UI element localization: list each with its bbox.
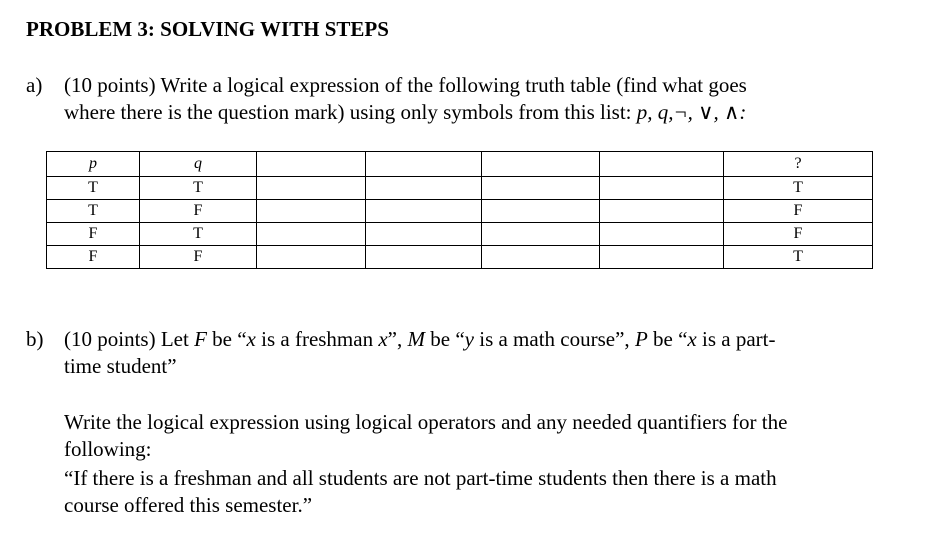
text-run: is a math course”, [473,327,635,351]
table-row [47,200,873,223]
table-cell [600,200,724,223]
part-b-line-1 [64,326,775,353]
table-cell: T [140,177,257,200]
table-cell: F [140,200,257,223]
table-cell: F [724,223,873,246]
header-cell-empty [366,152,482,177]
table-cell: F [47,246,140,269]
part-b-line-6: course offered this semester.” [64,493,313,517]
table-cell [600,246,724,269]
table-cell: T [47,200,140,223]
text-run: is a freshman [255,327,379,351]
header-cell-question: ? [724,152,873,177]
text-run: is a part- [696,327,776,351]
table-row [47,177,873,200]
table-row [47,246,873,269]
table-cell [366,177,482,200]
text-run: (10 points) Let [64,327,195,351]
text-run: be “ [425,327,465,351]
table-cell [600,177,724,200]
text-run: be “ [647,327,688,351]
table-cell [257,246,366,269]
table-cell: T [140,223,257,246]
table-cell [482,177,600,200]
table-cell: T [724,246,873,269]
part-a-line-2 [64,99,746,126]
part-b-line-2: time student” [64,354,177,378]
header-cell-empty [257,152,366,177]
text-run: be “ [206,327,247,351]
problem-title: PROBLEM 3: SOLVING WITH STEPS [26,17,389,41]
variable-y: y [464,327,474,351]
header-cell-p: p [47,152,140,177]
symbol-list: p, q,¬, ∨, ∧: [636,100,747,124]
table-cell [257,200,366,223]
table-cell [257,177,366,200]
table-cell [482,200,600,223]
text-run: ”, [387,327,408,351]
part-b-marker: b) [26,327,44,351]
table-cell [482,246,600,269]
header-cell-empty [482,152,600,177]
part-a-marker: a) [26,73,43,97]
table-cell [257,223,366,246]
variable-x: x [378,327,388,351]
part-b-line-3: Write the logical expression using logical operators and any needed quantifiers for the [64,410,788,434]
table-cell [366,223,482,246]
truth-table [46,151,873,269]
part-a-line-1: (10 points) Write a logical expression of the following truth table (find what goes [64,73,747,97]
part-a-line-2-text: where there is the question mark) using only symbols from this list: [64,100,637,124]
part-b-line-4: following: [64,437,152,461]
variable-x: x [246,327,256,351]
table-cell [482,223,600,246]
variable-m: M [407,327,425,351]
part-b-line-5: “If there is a freshman and all students are not part-time students then there is a math [64,466,777,490]
header-cell-q: q [140,152,257,177]
table-cell [366,200,482,223]
table-cell: F [47,223,140,246]
variable-p: P [634,327,648,351]
table-cell: T [47,177,140,200]
variable-x: x [687,327,697,351]
table-row [47,223,873,246]
table-cell: T [724,177,873,200]
variable-f: F [194,327,207,351]
table-cell [600,223,724,246]
table-cell [366,246,482,269]
truth-table-header-row [47,152,873,177]
table-cell: F [724,200,873,223]
header-cell-empty [600,152,724,177]
table-cell: F [140,246,257,269]
